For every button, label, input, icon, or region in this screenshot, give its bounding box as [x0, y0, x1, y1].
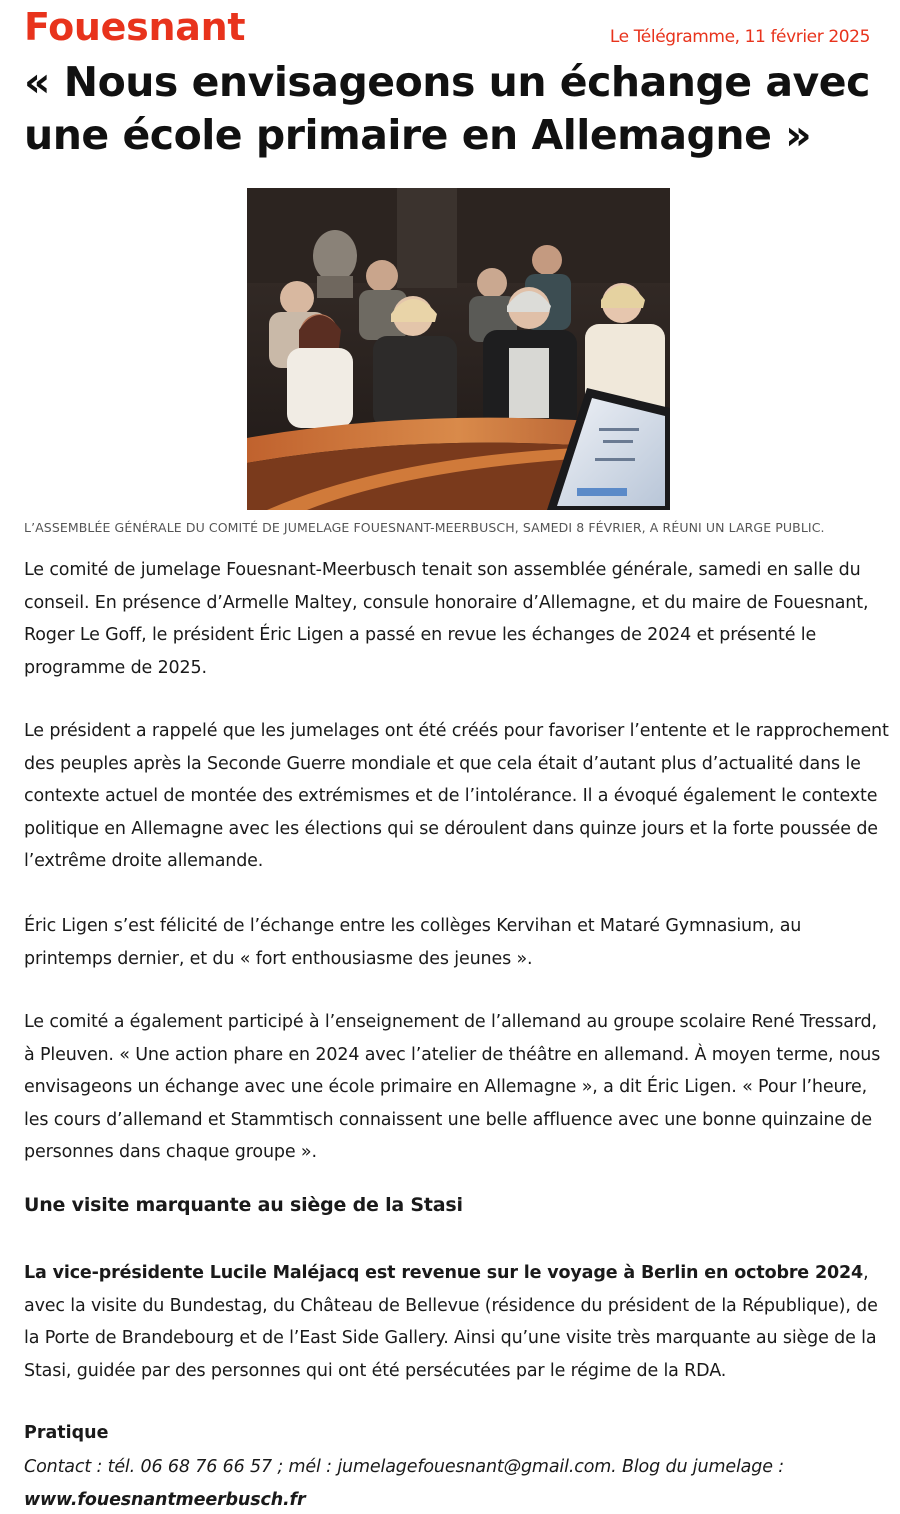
headline: « Nous envisageons un échange avec une école primaire en Allemagne » — [24, 58, 870, 159]
article-paragraph: Le comité de jumelage Fouesnant-Meerbusch tenait son assemblée générale, samedi en salle du conseil. En présence d’Armelle Maltey, consule honoraire d’Allemagne, et du maire de Fouesnant, Roger Le Goff, le président Éric Ligen a passé en revue les échanges de 2024 et présenté le programme de 2025. — [24, 560, 869, 678]
paragraph-lead: La vice-présidente Lucile Maléjacq est revenue sur le voyage à Berlin en octobre 2024 — [24, 1263, 864, 1283]
source-line: Le Télégramme, 11 février 2025 — [609, 27, 870, 47]
article-paragraph: Le président a rappelé que les jumelages ont été créés pour favoriser l’entente et le rapprochement des peuples après la Seconde Guerre mondiale et que cela était d’autant plus d’actualité dans le contexte actuel de montée des extrémismes et de l’intolérance. Il a évoqué également le contexte politique en Allemagne avec les élections qui se déroulent dans quinze jours et la forte poussée de l’extrême droite allemande. — [24, 721, 889, 871]
contact-text: Contact : tél. 06 68 76 66 57 ; mél : jumelagefouesnant@gmail.com. Blog du jumelage : — [24, 1457, 784, 1477]
photo-caption: L’ASSEMBLÉE GÉNÉRALE DU COMITÉ DE JUMELAGE FOUESNANT-MEERBUSCH, SAMEDI 8 FÉVRIER, A RÉUNI UN LARGE PUBLIC. — [24, 520, 825, 535]
article-photo — [247, 188, 670, 510]
article-paragraph: Le comité a également participé à l’enseignement de l’allemand au groupe scolaire René Tressard, à Pleuven. « Une action phare en 2024 avec l’atelier de théâtre en allemand. À moyen terme, nous envisageons un échange avec une école primaire en Allemagne », a dit Éric Ligen. « Pour l’heure, les cours d’allemand et Stammtisch connaissent une belle affluence avec une bonne quinzaine de personnes dans chaque groupe ». — [24, 1012, 881, 1162]
section-name: Fouesnant — [24, 5, 246, 49]
practical-title: Pratique — [24, 1423, 109, 1443]
blog-link[interactable]: www.fouesnantmeerbusch.fr — [24, 1489, 306, 1510]
article-paragraph: Éric Ligen s’est félicité de l’échange entre les collèges Kervihan et Mataré Gymnasium, au printemps dernier, et du « fort enthousiasme des jeunes ». — [24, 916, 802, 969]
article-paragraph — [24, 1257, 890, 1387]
article-subheading: Une visite marquante au siège de la Stasi — [24, 1194, 463, 1216]
paragraph-rest: , avec la visite du Bundestag, du Château de Bellevue (résidence du président de la République), de la Porte de Brandebourg et de l’East Side Gallery. Ainsi qu’une visite très marquante au siège de la Stasi, guidée par des personnes qui ont été persécutées par le régime de la RDA. — [24, 1263, 878, 1381]
contact-info — [24, 1451, 890, 1514]
